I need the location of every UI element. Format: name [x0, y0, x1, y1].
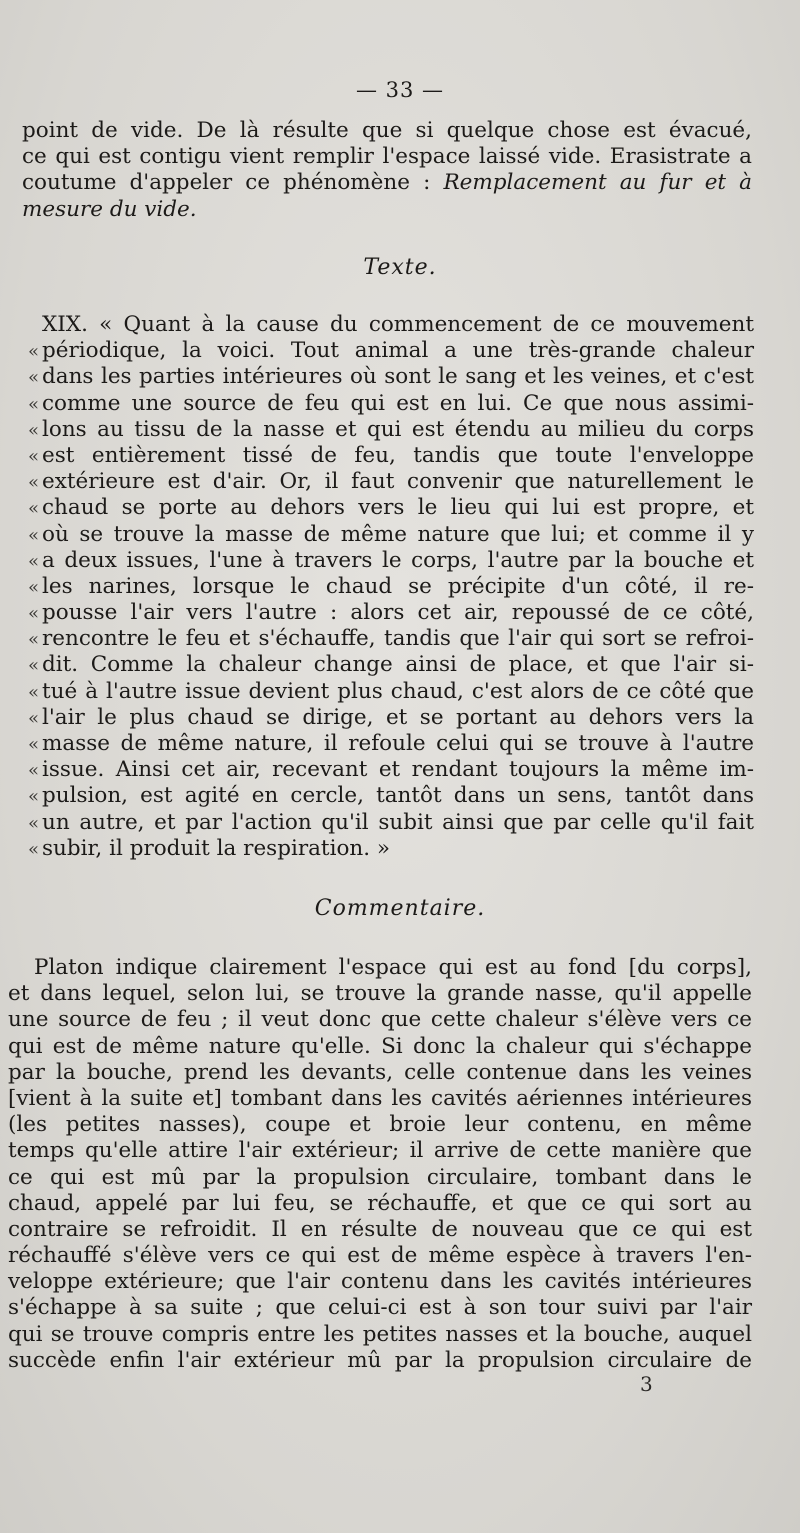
intro-italic-phrase: Remplacement au fur et à [443, 170, 752, 196]
quote-line [28, 652, 754, 678]
quote-line-text: où se trouve la masse de même nature que lui; et comme il y [42, 521, 754, 547]
quote-line-text: masse de même nature, il refoule celui qui se trouve à l'autre [42, 731, 754, 756]
quote-mark: « [28, 812, 40, 834]
quote-mark: « [28, 393, 40, 415]
comment-line: contraire se refroidit. Il en résulte de nouveau que ce qui est [8, 1216, 752, 1242]
quote-line [28, 783, 754, 809]
quote-mark: « [28, 629, 40, 651]
comment-line: qui est de même nature qu'elle. Si donc la chaleur qui s'échappe [8, 1033, 752, 1059]
quote-mark: « [28, 786, 40, 808]
quote-line [28, 679, 754, 705]
intro-italic-end: mesure du vide. [22, 196, 197, 222]
quote-line [28, 810, 754, 836]
quote-line-text: les narines, lorsque le chaud se précipite d'un côté, il re- [42, 573, 754, 599]
quote-mark: « [28, 760, 40, 782]
quote-line [28, 338, 754, 364]
comment-line: et dans lequel, selon lui, se trouve la grande nasse, qu'il appelle [8, 981, 752, 1007]
quote-mark: « [28, 655, 40, 677]
quote-line [28, 495, 754, 521]
quote-line-text: est entièrement tissé de feu, tandis que toute l'enveloppe [42, 442, 754, 468]
page-number: — 33 — [355, 78, 445, 102]
quote-mark: « [28, 341, 40, 363]
comment-line: veloppe extérieure; que l'air contenu dans les cavités intérieures [8, 1269, 752, 1295]
quote-line [28, 626, 754, 652]
quote-line-text: pousse l'air vers l'autre : alors cet air, repoussé de ce côté, [42, 600, 754, 626]
quote-line-text: périodique, la voici. Tout animal a une très-grande chaleur [42, 338, 754, 364]
intro-line [22, 170, 752, 196]
heading-texte: Texte. [363, 255, 437, 280]
comment-line: temps qu'elle attire l'air extérieur; il arrive de cette manière que [8, 1138, 752, 1164]
quote-line-text: comme une source de feu qui est en lui. Ce que nous assimi- [42, 390, 754, 416]
quote-line-text: un autre, et par l'action qu'il subit ainsi que par celle qu'il fait [42, 809, 754, 835]
intro-paragraph [22, 118, 752, 223]
comment-line: succède enfin l'air extérieur mû par la propulsion circulaire de [8, 1347, 752, 1373]
signature-mark: 3 [640, 1372, 653, 1396]
quote-mark: « [28, 498, 40, 520]
quote-line [28, 312, 754, 338]
quote-line-text: dit. Comme la chaleur change ainsi de place, et que l'air si- [42, 652, 754, 678]
quote-mark: « [28, 524, 40, 546]
quote-mark: « [28, 367, 40, 389]
quote-line-text: tué à l'autre issue devient plus chaud, c'est alors de ce côté que [42, 678, 754, 704]
quote-line-text: pulsion, est agité en cercle, tantôt dans un sens, tantôt dans [42, 783, 754, 809]
quote-line [28, 443, 754, 469]
quote-mark: « [28, 734, 40, 755]
quote-line [28, 757, 754, 783]
quote-mark: « [28, 603, 40, 625]
quote-mark: « [28, 472, 40, 494]
quote-line [28, 705, 754, 731]
quote-line [28, 574, 754, 600]
quote-line-text: issue. Ainsi cet air, recevant et rendant toujours la même im- [42, 757, 754, 783]
comment-line: chaud, appelé par lui feu, se réchauffe, et que ce qui sort au [8, 1190, 752, 1216]
comment-line: une source de feu ; il veut donc que cette chaleur s'élève vers ce [8, 1007, 752, 1033]
comment-line: (les petites nasses), coupe et broie leur contenu, en même [8, 1112, 752, 1138]
quote-line-text: lons au tissu de la nasse et qui est étendu au milieu du corps [42, 416, 754, 442]
comment-line: réchauffé s'élève vers ce qui est de même espèce à travers l'en- [8, 1243, 752, 1269]
quote-line [28, 391, 754, 417]
quote-mark: « [28, 838, 40, 860]
quote-line-text: rencontre le feu et s'échauffe, tandis que l'air qui sort se refroi- [42, 626, 754, 652]
quote-mark: « [28, 419, 40, 441]
quote-mark: « [28, 681, 40, 703]
quote-line [28, 600, 754, 626]
commentary-paragraph [8, 955, 752, 1374]
quote-mark: « [28, 445, 40, 467]
heading-commentaire: Commentaire. [314, 896, 486, 921]
comment-line: par la bouche, prend les devants, celle contenue dans les veines [8, 1059, 752, 1085]
quote-line [28, 836, 754, 862]
quote-line [28, 548, 754, 574]
quote-line [28, 731, 754, 757]
intro-line [22, 197, 752, 223]
quote-line [28, 364, 754, 390]
quote-line [28, 522, 754, 548]
quote-line-text: XIX. « Quant à la cause du commencement de ce mouvement [42, 312, 754, 337]
quote-line-text: chaud se porte au dehors vers le lieu qui lui est propre, et [42, 495, 754, 521]
quote-line-text: subir, il produit la respiration. » [42, 835, 391, 861]
comment-line: ce qui est mû par la propulsion circulaire, tombant dans le [8, 1164, 752, 1190]
quote-line [28, 417, 754, 443]
quote-line-text: a deux issues, l'une à travers le corps, l'autre par la bouche et [42, 547, 754, 573]
quote-paragraph [28, 312, 754, 862]
intro-line-text: coutume d'appeler ce phénomène : [22, 170, 444, 196]
comment-line: Platon indique clairement l'espace qui est au fond [du corps], [34, 955, 752, 980]
comment-line: s'échappe à sa suite ; que celui-ci est à son tour suivi par l'air [8, 1295, 752, 1321]
comment-line: qui se trouve compris entre les petites nasses et la bouche, auquel [8, 1321, 752, 1347]
comment-line: [vient à la suite et] tombant dans les cavités aériennes intérieures [8, 1085, 752, 1111]
quote-line-text: extérieure est d'air. Or, il faut convenir que naturellement le [42, 469, 754, 495]
intro-line: ce qui est contigu vient remplir l'espace laissé vide. Erasistrate a [22, 144, 752, 170]
intro-line: point de vide. De là résulte que si quelque chose est évacué, [22, 118, 752, 143]
quote-mark: « [28, 707, 40, 729]
quote-mark: « [28, 550, 40, 572]
quote-mark: « [28, 576, 40, 598]
quote-line [28, 469, 754, 495]
quote-line-text: l'air le plus chaud se dirige, et se portant au dehors vers la [42, 704, 754, 730]
quote-line-text: dans les parties intérieures où sont le sang et les veines, et c'est [42, 364, 754, 390]
